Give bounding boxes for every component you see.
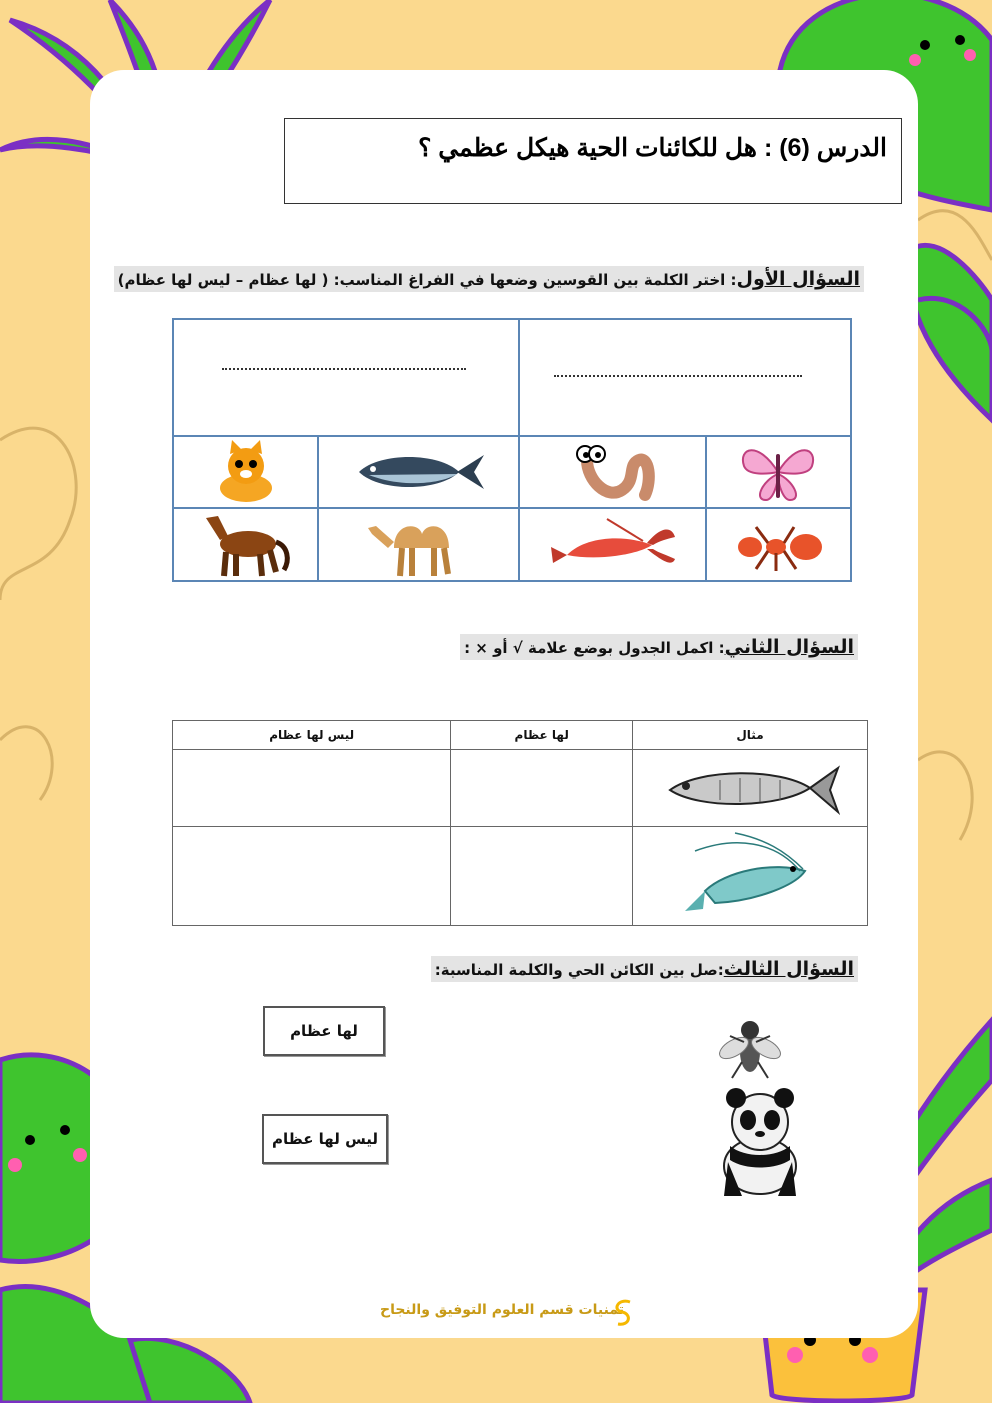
example-fish-cell (633, 750, 868, 827)
question-1-table (172, 318, 852, 582)
fish-drawing-icon (660, 758, 840, 818)
option-has-bones[interactable]: لها عظام (263, 1006, 385, 1056)
question-3-heading (431, 956, 858, 982)
question-2-label: السؤال الثاني (724, 636, 854, 658)
cell-camel (318, 508, 519, 581)
answer-cell-shrimp-no-bones[interactable] (173, 827, 451, 926)
cell-ant (706, 508, 851, 581)
dotted-line-left (222, 368, 466, 370)
option-no-bones[interactable]: ليس لها عظام (262, 1114, 388, 1164)
answer-cell-fish-no-bones[interactable] (173, 750, 451, 827)
cell-fish (318, 436, 519, 509)
header-no-bones: ليس لها عظام (173, 721, 451, 750)
fly-icon[interactable] (710, 1012, 790, 1082)
lesson-title: الدرس (6) : هل للكائنات الحية هيكل عظمي ؟ (418, 134, 887, 162)
question-3-text: :صل بين الكائن الحي والكلمة المناسبة: (434, 961, 724, 979)
ant-icon (728, 517, 828, 573)
question-1-heading (114, 266, 864, 292)
question-3-label: السؤال الثالث (723, 958, 854, 980)
worm-icon (567, 440, 657, 504)
footer-message: تمنيات قسم العلوم التوفيق والنجاح (380, 1302, 624, 1318)
header-example: مثال (633, 721, 868, 750)
answer-cell-shrimp-bones[interactable] (451, 827, 633, 926)
question-1-label: السؤال الأول (736, 268, 860, 290)
cell-horse (173, 508, 318, 581)
question-2-heading (460, 634, 858, 660)
answer-cell-fish-bones[interactable] (451, 750, 633, 827)
swirl-icon (610, 1296, 640, 1330)
camel-icon (364, 512, 474, 578)
question-2-table (172, 720, 868, 926)
cell-butterfly (706, 436, 851, 509)
cell-cat (173, 436, 318, 509)
example-shrimp-cell (633, 827, 868, 926)
shrimp-icon (675, 831, 825, 921)
lobster-icon (547, 515, 677, 575)
question-1-text: : اختر الكلمة بين القوسين وضعها في الفراغ المناسب: ( لها عظام – ليس لها عظام) (117, 271, 737, 289)
lesson-title-box (284, 118, 902, 204)
question-2-text: : اكمل الجدول بوضع علامة √ أو × : (464, 639, 725, 657)
answer-blank-no-bones[interactable] (519, 319, 851, 436)
panda-icon[interactable] (710, 1086, 810, 1202)
cell-lobster (519, 508, 706, 581)
fish-icon (349, 447, 489, 497)
cell-worm (519, 436, 706, 509)
cat-icon (206, 440, 286, 504)
answer-blank-bones[interactable] (173, 319, 519, 436)
horse-icon (196, 512, 296, 578)
header-has-bones: لها عظام (451, 721, 633, 750)
butterfly-icon (738, 440, 818, 504)
dotted-line-right (554, 375, 802, 377)
q3-image-area (690, 1010, 878, 1206)
